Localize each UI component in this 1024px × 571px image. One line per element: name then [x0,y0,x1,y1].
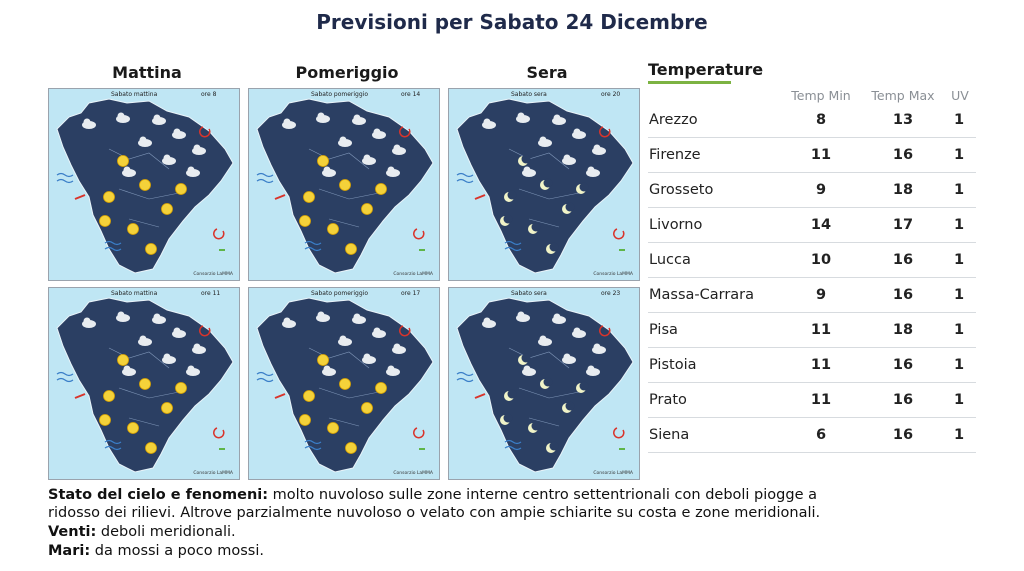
temp-min-value: 11 [810,322,832,338]
header-temp-max: Temp Max [871,88,935,103]
wind-description [48,523,236,541]
city-name: Siena [649,427,690,443]
tuscany-map-image [49,288,239,479]
city-name: Grosseto [649,182,714,198]
page-title: Previsioni per Sabato 24 Dicembre [316,10,708,34]
sea-label: Mari: [48,543,91,559]
temp-min-value: 9 [815,182,827,198]
temp-min-value: 11 [810,392,832,408]
map-time: ore 14 [401,91,421,98]
temp-max-value: 16 [892,357,914,373]
map-credit: Consorzio LaMMA [593,272,633,277]
temp-max-value: 13 [892,112,914,128]
city-name: Firenze [649,147,701,163]
uv-value: 1 [953,357,965,373]
wind-label: Venti: [48,524,97,540]
map-label: Sabato mattina [111,290,158,297]
temp-max-value: 17 [892,217,914,233]
temp-min-value: 11 [810,147,832,163]
table-row [648,173,976,208]
tuscany-map-image [449,288,639,479]
wind-text: deboli meridionali. [96,524,236,540]
tuscany-map-image [49,89,239,280]
city-name: Pisa [649,322,678,338]
uv-value: 1 [953,252,965,268]
temp-min-value: 14 [810,217,832,233]
map-label: Sabato mattina [111,91,158,98]
column-heading-pomeriggio: Pomeriggio [295,63,399,82]
map-label: Sabato pomeriggio [311,91,369,98]
temp-max-value: 18 [892,182,914,198]
table-row [648,138,976,173]
uv-value: 1 [953,182,965,198]
temperature-underline [648,81,731,84]
temp-min-value: 6 [815,427,827,443]
table-row [648,418,976,453]
map-credit: Consorzio LaMMA [593,471,633,476]
uv-value: 1 [953,392,965,408]
sky-text-1: molto nuvoloso sulle zone interne centro settentrionali con deboli piogge a [268,487,817,503]
sky-description-cont: ridosso dei rilievi. Altrove parzialmente nuvoloso o velato con ampie schiarite su costa e zone meridionali. [48,505,821,521]
tuscany-map-image [449,89,639,280]
city-name: Arezzo [649,112,698,128]
temp-min-value: 10 [810,252,832,268]
map-label: Sabato sera [511,91,547,98]
map-time: ore 23 [601,290,621,297]
map-credit: Consorzio LaMMA [193,471,233,476]
weather-map[interactable] [48,287,240,480]
table-row [648,383,976,418]
temperature-title: Temperature [648,60,764,79]
temp-max-value: 16 [892,392,914,408]
map-label: Sabato pomeriggio [311,290,369,297]
map-time: ore 20 [601,91,621,98]
header-temp-min: Temp Min [791,88,851,103]
temp-min-value: 11 [810,357,832,373]
uv-value: 1 [953,427,965,443]
sky-label: Stato del cielo e fenomeni: [48,487,269,503]
city-name: Lucca [649,252,691,268]
uv-value: 1 [953,217,965,233]
map-credit: Consorzio LaMMA [393,471,433,476]
temp-max-value: 16 [892,287,914,303]
table-row [648,243,976,278]
sea-description [48,542,264,560]
weather-map[interactable] [448,287,640,480]
map-credit: Consorzio LaMMA [193,272,233,277]
uv-value: 1 [953,287,965,303]
table-row [648,103,976,138]
map-time: ore 17 [401,290,421,297]
tuscany-map-image [249,288,439,479]
header-uv: UV [951,88,969,103]
city-name: Pistoia [649,357,697,373]
table-row [648,348,976,383]
column-heading-mattina: Mattina [112,63,182,82]
temp-max-value: 18 [892,322,914,338]
table-row [648,313,976,348]
column-heading-sera: Sera [526,63,568,82]
city-name: Livorno [649,217,703,233]
weather-map[interactable] [448,88,640,281]
temp-min-value: 8 [815,112,827,128]
map-time: ore 8 [201,91,217,98]
uv-value: 1 [953,147,965,163]
city-name: Prato [649,392,687,408]
temp-max-value: 16 [892,427,914,443]
uv-value: 1 [953,112,965,128]
temp-min-value: 9 [815,287,827,303]
map-credit: Consorzio LaMMA [393,272,433,277]
map-time: ore 11 [201,290,221,297]
weather-map[interactable] [48,88,240,281]
table-row [648,278,976,313]
tuscany-map-image [249,89,439,280]
temp-max-value: 16 [892,147,914,163]
sky-description [48,486,817,504]
uv-value: 1 [953,322,965,338]
map-label: Sabato sera [511,290,547,297]
weather-map[interactable] [248,287,440,480]
table-row [648,208,976,243]
city-name: Massa-Carrara [649,287,755,303]
temp-max-value: 16 [892,252,914,268]
sea-text: da mossi a poco mossi. [90,543,264,559]
weather-map[interactable] [248,88,440,281]
